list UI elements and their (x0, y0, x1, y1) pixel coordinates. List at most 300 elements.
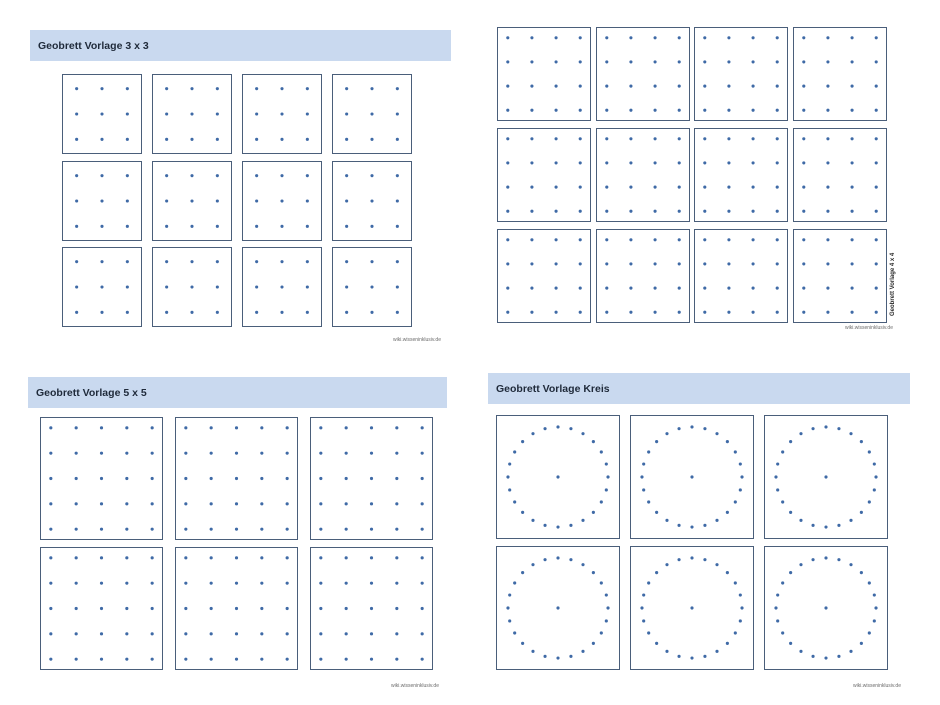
sheet-5x5-title: Geobrett Vorlage 5 x 5 (28, 377, 447, 408)
peg (642, 593, 645, 596)
peg (396, 112, 399, 115)
peg (345, 260, 348, 263)
peg (556, 525, 559, 528)
peg (860, 571, 863, 574)
peg (75, 199, 78, 202)
peg (286, 607, 289, 610)
peg (703, 287, 706, 290)
peg (850, 262, 853, 265)
peg (506, 606, 509, 609)
peg (789, 571, 792, 574)
peg (75, 502, 78, 505)
geoboard-kreis-6 (764, 546, 888, 670)
peg (629, 311, 632, 314)
peg (629, 137, 632, 140)
peg (555, 109, 558, 112)
geoboard-4x4-4 (793, 27, 887, 121)
peg (260, 582, 263, 585)
peg (665, 432, 668, 435)
peg (280, 285, 283, 288)
geoboard-kreis-5 (630, 546, 754, 670)
peg (255, 285, 258, 288)
peg (874, 238, 877, 241)
peg (605, 593, 608, 596)
peg (739, 593, 742, 596)
peg (521, 642, 524, 645)
peg (506, 60, 509, 63)
peg (345, 502, 348, 505)
peg (165, 138, 168, 141)
peg (370, 199, 373, 202)
peg (653, 36, 656, 39)
peg (752, 109, 755, 112)
peg (190, 224, 193, 227)
peg (802, 137, 805, 140)
peg (860, 511, 863, 514)
peg (125, 582, 128, 585)
peg (216, 260, 219, 263)
peg (826, 161, 829, 164)
peg (677, 427, 680, 430)
peg (776, 238, 779, 241)
peg (605, 262, 608, 265)
peg (629, 262, 632, 265)
peg (789, 440, 792, 443)
peg (874, 60, 877, 63)
peg (306, 87, 309, 90)
peg (555, 137, 558, 140)
peg (543, 558, 546, 561)
peg (530, 137, 533, 140)
peg (370, 426, 373, 429)
peg (370, 582, 373, 585)
peg (255, 112, 258, 115)
peg (703, 85, 706, 88)
peg (752, 287, 755, 290)
peg (826, 262, 829, 265)
peg (165, 87, 168, 90)
peg (703, 161, 706, 164)
peg (677, 36, 680, 39)
peg (286, 426, 289, 429)
peg (421, 477, 424, 480)
peg (837, 427, 840, 430)
peg (210, 632, 213, 635)
geoboard-4x4-5 (497, 128, 591, 222)
peg (260, 452, 263, 455)
peg (677, 655, 680, 658)
peg (100, 658, 103, 661)
peg (184, 607, 187, 610)
peg (647, 450, 650, 453)
peg (319, 426, 322, 429)
center-peg (556, 475, 559, 478)
peg (677, 60, 680, 63)
peg (395, 607, 398, 610)
peg (740, 475, 743, 478)
peg (521, 440, 524, 443)
peg (165, 311, 168, 314)
peg (165, 174, 168, 177)
peg (345, 112, 348, 115)
peg (125, 426, 128, 429)
peg (396, 199, 399, 202)
peg (49, 632, 52, 635)
peg (655, 571, 658, 574)
sheet-5x5-footer: wiki.wisseninklusiv.de (391, 683, 439, 689)
peg (370, 632, 373, 635)
peg (75, 138, 78, 141)
peg (530, 85, 533, 88)
peg (703, 36, 706, 39)
geoboard-5x5-5 (175, 547, 298, 670)
peg (49, 582, 52, 585)
peg (421, 556, 424, 559)
peg (781, 631, 784, 634)
sheet-kreis-title: Geobrett Vorlage Kreis (488, 373, 910, 404)
peg (556, 425, 559, 428)
peg (210, 426, 213, 429)
peg (530, 287, 533, 290)
peg (849, 432, 852, 435)
peg (874, 161, 877, 164)
peg (75, 174, 78, 177)
peg (370, 260, 373, 263)
peg (513, 500, 516, 503)
peg (781, 450, 784, 453)
peg (605, 85, 608, 88)
peg (776, 462, 779, 465)
peg (184, 502, 187, 505)
peg (555, 238, 558, 241)
peg (306, 285, 309, 288)
peg (850, 109, 853, 112)
peg (370, 138, 373, 141)
peg (210, 607, 213, 610)
peg (824, 656, 827, 659)
peg (826, 210, 829, 213)
peg (739, 462, 742, 465)
peg (874, 109, 877, 112)
peg (715, 563, 718, 566)
peg (850, 60, 853, 63)
peg (605, 238, 608, 241)
geoboard-3x3-10 (152, 247, 232, 327)
peg (605, 161, 608, 164)
peg (592, 440, 595, 443)
peg (556, 656, 559, 659)
peg (49, 477, 52, 480)
geoboard-5x5-1 (40, 417, 163, 540)
peg (600, 631, 603, 634)
peg (837, 655, 840, 658)
peg (600, 450, 603, 453)
peg (653, 161, 656, 164)
peg (506, 137, 509, 140)
peg (513, 450, 516, 453)
peg (799, 519, 802, 522)
peg (75, 452, 78, 455)
peg (126, 224, 129, 227)
peg (513, 581, 516, 584)
peg (210, 477, 213, 480)
geoboard-5x5-4 (40, 547, 163, 670)
peg (49, 556, 52, 559)
peg (703, 262, 706, 265)
peg (395, 632, 398, 635)
peg (260, 658, 263, 661)
peg (802, 262, 805, 265)
peg (126, 87, 129, 90)
peg (802, 36, 805, 39)
peg (260, 426, 263, 429)
peg (653, 60, 656, 63)
peg (255, 260, 258, 263)
peg (703, 524, 706, 527)
peg (345, 138, 348, 141)
peg (752, 137, 755, 140)
peg (811, 655, 814, 658)
peg (579, 161, 582, 164)
peg (395, 658, 398, 661)
peg (370, 311, 373, 314)
peg (605, 488, 608, 491)
peg (752, 36, 755, 39)
peg (647, 581, 650, 584)
peg (396, 174, 399, 177)
peg (319, 556, 322, 559)
peg (850, 238, 853, 241)
peg (579, 137, 582, 140)
peg (776, 85, 779, 88)
peg (306, 311, 309, 314)
peg (319, 582, 322, 585)
peg (165, 199, 168, 202)
peg (286, 528, 289, 531)
peg (726, 571, 729, 574)
geoboard-3x3-12 (332, 247, 412, 327)
peg (184, 582, 187, 585)
peg (703, 238, 706, 241)
peg (581, 650, 584, 653)
peg (235, 582, 238, 585)
peg (530, 36, 533, 39)
peg (216, 112, 219, 115)
peg (824, 525, 827, 528)
peg (600, 500, 603, 503)
peg (421, 658, 424, 661)
peg (345, 607, 348, 610)
peg (826, 85, 829, 88)
peg (210, 582, 213, 585)
peg (653, 186, 656, 189)
peg (306, 174, 309, 177)
peg (727, 137, 730, 140)
peg (653, 238, 656, 241)
peg (125, 556, 128, 559)
peg (531, 563, 534, 566)
peg (677, 186, 680, 189)
peg (873, 462, 876, 465)
geoboard-4x4-9 (497, 229, 591, 323)
peg (506, 186, 509, 189)
peg (874, 186, 877, 189)
peg (776, 186, 779, 189)
peg (126, 174, 129, 177)
peg (190, 138, 193, 141)
peg (151, 426, 154, 429)
peg (506, 287, 509, 290)
peg (190, 87, 193, 90)
peg (690, 656, 693, 659)
peg (579, 262, 582, 265)
peg (210, 502, 213, 505)
peg (653, 262, 656, 265)
geoboard-5x5-2 (175, 417, 298, 540)
peg (75, 528, 78, 531)
peg (677, 210, 680, 213)
peg (727, 287, 730, 290)
peg (776, 311, 779, 314)
peg (370, 112, 373, 115)
peg (75, 477, 78, 480)
peg (165, 260, 168, 263)
peg (531, 519, 534, 522)
peg (727, 85, 730, 88)
peg (776, 137, 779, 140)
geoboard-3x3-4 (332, 74, 412, 154)
peg (75, 582, 78, 585)
peg (555, 85, 558, 88)
peg (286, 632, 289, 635)
peg (640, 606, 643, 609)
peg (726, 440, 729, 443)
peg (345, 632, 348, 635)
peg (802, 85, 805, 88)
peg (508, 593, 511, 596)
peg (781, 581, 784, 584)
peg (280, 260, 283, 263)
peg (125, 658, 128, 661)
peg (370, 224, 373, 227)
peg (579, 109, 582, 112)
peg (811, 524, 814, 527)
peg (100, 285, 103, 288)
peg (850, 311, 853, 314)
peg (216, 87, 219, 90)
peg (740, 606, 743, 609)
peg (530, 186, 533, 189)
peg (605, 36, 608, 39)
peg (850, 287, 853, 290)
peg (543, 524, 546, 527)
sheet-kreis-footer: wiki.wisseninklusiv.de (853, 683, 901, 689)
peg (776, 619, 779, 622)
peg (151, 528, 154, 531)
peg (811, 558, 814, 561)
geoboard-3x3-2 (152, 74, 232, 154)
peg (125, 452, 128, 455)
peg (555, 161, 558, 164)
peg (873, 593, 876, 596)
geoboard-3x3-6 (152, 161, 232, 241)
peg (100, 528, 103, 531)
geoboard-kreis-1 (496, 415, 620, 539)
peg (752, 210, 755, 213)
peg (75, 556, 78, 559)
peg (370, 285, 373, 288)
peg (100, 138, 103, 141)
peg (125, 502, 128, 505)
center-peg (690, 475, 693, 478)
peg (802, 238, 805, 241)
peg (216, 138, 219, 141)
peg (868, 450, 871, 453)
peg (151, 582, 154, 585)
peg (703, 311, 706, 314)
peg (395, 556, 398, 559)
peg (345, 426, 348, 429)
peg (508, 462, 511, 465)
peg (235, 452, 238, 455)
peg (677, 262, 680, 265)
geoboard-kreis-4 (496, 546, 620, 670)
peg (690, 556, 693, 559)
peg (396, 311, 399, 314)
peg (530, 238, 533, 241)
peg (826, 238, 829, 241)
peg (802, 186, 805, 189)
peg (235, 658, 238, 661)
peg (647, 631, 650, 634)
peg (874, 210, 877, 213)
peg (739, 488, 742, 491)
center-peg (824, 606, 827, 609)
peg (555, 210, 558, 213)
peg (306, 138, 309, 141)
peg (629, 60, 632, 63)
peg (874, 475, 877, 478)
peg (850, 210, 853, 213)
peg (629, 186, 632, 189)
peg (370, 87, 373, 90)
peg (640, 475, 643, 478)
peg (752, 238, 755, 241)
peg (579, 311, 582, 314)
peg (677, 311, 680, 314)
peg (874, 606, 877, 609)
peg (789, 642, 792, 645)
peg (569, 655, 572, 658)
peg (345, 582, 348, 585)
peg (506, 85, 509, 88)
peg (734, 450, 737, 453)
peg (543, 427, 546, 430)
peg (581, 519, 584, 522)
peg (235, 632, 238, 635)
peg (521, 511, 524, 514)
peg (255, 174, 258, 177)
peg (653, 210, 656, 213)
peg (592, 571, 595, 574)
peg (629, 287, 632, 290)
peg (151, 502, 154, 505)
peg (789, 511, 792, 514)
peg (396, 138, 399, 141)
peg (100, 502, 103, 505)
peg (100, 199, 103, 202)
peg (874, 287, 877, 290)
